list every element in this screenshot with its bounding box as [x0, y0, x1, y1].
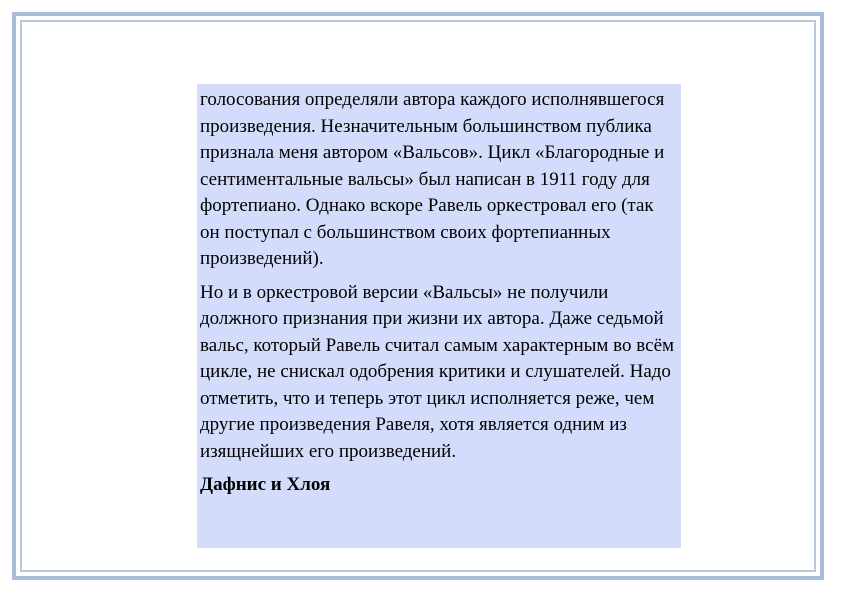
section-heading: Дафнис и Хлоя [200, 474, 331, 495]
text-content-box [197, 84, 681, 548]
paragraph-orchestral-version: Но и в оркестровой версии «Вальсы» не получили должного признания при жизни их автора. Даже седьмой вальс, который Равель считал самым характерным во всём цикле, не снискал одобрения критики и слушателей. Надо отметить, что и теперь этот цикл исполняется реже, чем другие произведения Равеля, хотя является одним из изящнейших его произведений. [200, 281, 675, 462]
paragraph-continued: голосования определяли автора каждого исполнявшегося произведения. Незначительным большинством публика признала меня автором «Вальсов». Цикл «Благородные и сентиментальные вальсы» был написан в 1911 году для фортепиано. Однако вскоре Равель оркестровал его (так он поступал с большинством своих фортепианных произведений). [200, 89, 665, 269]
